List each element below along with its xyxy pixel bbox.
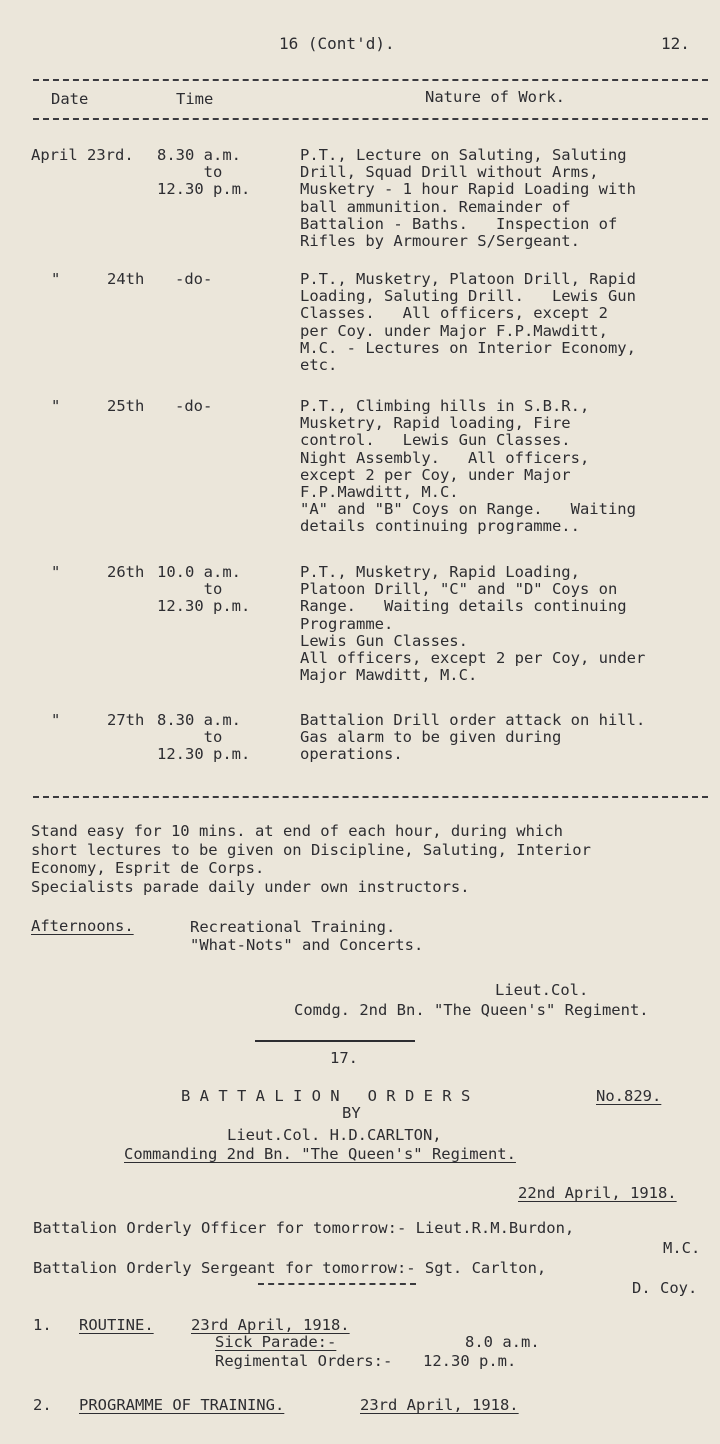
orders-date: 22nd April, 1918.	[518, 1184, 677, 1202]
item-number: 2.	[33, 1396, 52, 1414]
row-date: " 24th	[51, 270, 145, 288]
afternoons-label: Afternoons.	[31, 917, 134, 935]
item-date: 23rd April, 1918.	[360, 1396, 519, 1414]
orderly-officer: Battalion Orderly Officer for tomorrow:- Lieut.R.M.Burdon,	[33, 1219, 575, 1237]
row-work: P.T., Musketry, Rapid Loading, Platoon Drill, "C" and "D" Coys on Range. Waiting details continuing Programme. Lewis Gun Classes. All officers, except 2 per Coy, under Major Mawditt, M.C.	[300, 563, 646, 685]
row-date: " 25th	[51, 397, 145, 415]
section-rule	[255, 1040, 415, 1042]
orderly-sergeant: Battalion Orderly Sergeant for tomorrow:- Sgt. Carlton,	[33, 1259, 547, 1277]
column-header-date: Date	[51, 90, 89, 108]
row-time: 8.30 a.m. to 12.30 p.m.	[157, 711, 251, 764]
row-time: -do-	[175, 270, 213, 288]
routine-label: Regimental Orders:-	[215, 1352, 393, 1370]
divider	[33, 79, 708, 81]
page-title: 16 (Cont'd).	[279, 34, 395, 53]
column-header-time: Time	[176, 90, 214, 108]
column-header-work: Nature of Work.	[425, 88, 565, 106]
orders-by: BY	[342, 1104, 361, 1122]
stand-easy-note: Stand easy for 10 mins. at end of each hour, during which short lectures to be given on Discipline, Saluting, Interior Economy, Esprit de Corps. Specialists parade daily under own instructors.	[31, 822, 591, 896]
row-work: Battalion Drill order attack on hill. Gas alarm to be given during operations.	[300, 711, 646, 764]
orders-commanding: Commanding 2nd Bn. "The Queen's" Regiment.	[124, 1145, 516, 1163]
item-heading: PROGRAMME OF TRAINING.	[79, 1396, 285, 1414]
order-number: No.829.	[596, 1087, 662, 1105]
row-work: P.T., Lecture on Saluting, Saluting Drill, Squad Drill without Arms, Musketry - 1 hour Rapid Loading with ball ammunition. Remainder of Battalion - Baths. Inspection of Rifles by Armourer S/Sergeant.	[300, 146, 636, 251]
routine-label: Sick Parade:-	[215, 1333, 337, 1351]
orderly-officer-suffix: M.C.	[663, 1239, 701, 1257]
divider	[33, 118, 708, 120]
item-date: 23rd April, 1918.	[191, 1316, 350, 1334]
row-work: P.T., Musketry, Platoon Drill, Rapid Loading, Saluting Drill. Lewis Gun Classes. All officers, except 2 per Coy. under Major F.P.Mawditt, M.C. - Lectures on Interior Economy, etc.	[300, 270, 636, 375]
orders-commander: Lieut.Col. H.D.CARLTON,	[227, 1126, 442, 1144]
row-time: 10.0 a.m. to 12.30 p.m.	[157, 563, 251, 616]
section-number: 17.	[330, 1049, 358, 1067]
afternoons-text: Recreational Training. "What-Nots" and Concerts.	[190, 918, 424, 954]
row-date: April 23rd.	[31, 146, 134, 164]
signature-command: Comdg. 2nd Bn. "The Queen's" Regiment.	[294, 1001, 649, 1019]
item-heading: ROUTINE.	[79, 1316, 154, 1334]
item-number: 1.	[33, 1316, 52, 1334]
routine-value: 8.0 a.m.	[465, 1333, 540, 1351]
orderly-sergeant-suffix: D. Coy.	[632, 1279, 698, 1297]
row-time: -do-	[175, 397, 213, 415]
divider	[33, 796, 708, 798]
signature-rank: Lieut.Col.	[495, 981, 589, 999]
page-number: 12.	[661, 34, 690, 53]
orders-title: B A T T A L I O N O R D E R S	[181, 1087, 471, 1105]
row-date: " 26th	[51, 563, 145, 581]
row-time: 8.30 a.m. to 12.30 p.m.	[157, 146, 251, 199]
row-date: " 27th	[51, 711, 145, 729]
divider	[258, 1283, 416, 1285]
row-work: P.T., Climbing hills in S.B.R., Musketry, Rapid loading, Fire control. Lewis Gun Classes. Night Assembly. All officers, except 2 per Coy, under Major F.P.Mawditt, M.C. "A" and "B" Coys on Range. Waiting details continuing programme..	[300, 397, 636, 536]
routine-value: 12.30 p.m.	[423, 1352, 517, 1370]
